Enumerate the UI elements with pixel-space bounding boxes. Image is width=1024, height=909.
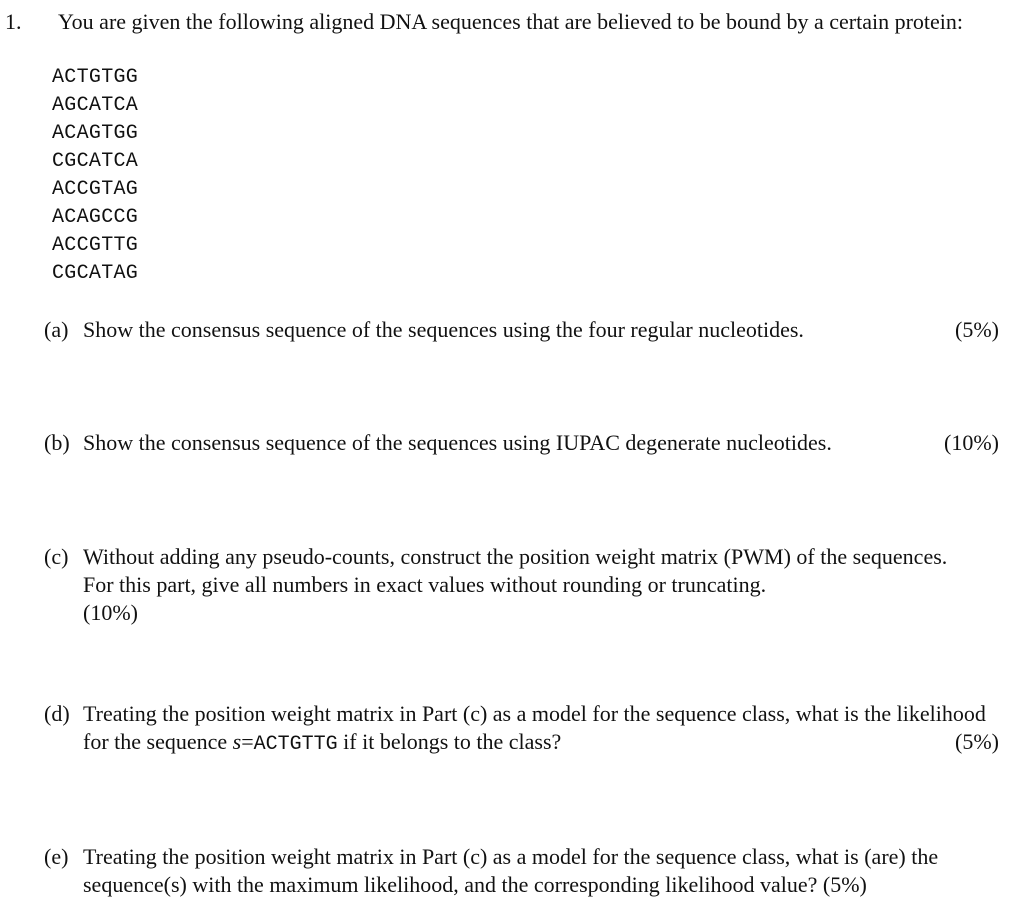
part-c-label: (c) — [44, 544, 69, 569]
part-e-text: Treating the position weight matrix in Part (c) as a model for the sequence class, what is (are) the sequence(s) with the maximum likelihood, and the corresponding likelihood value? — [83, 844, 939, 897]
part-a-text: Show the consensus sequence of the sequences using the four regular nucleotides. — [83, 317, 804, 342]
part-d-text-after: if it belongs to the class? — [337, 729, 562, 754]
part-b — [44, 429, 999, 457]
part-c — [44, 543, 999, 627]
question-number: 1. — [5, 9, 22, 34]
part-d-marks: (5%) — [955, 729, 999, 754]
part-d-text-before: Treating the position weight matrix in Part (c) as a model for the sequence class, what is the likelihood for the sequence — [83, 701, 986, 754]
part-e-marks: (5%) — [822, 872, 867, 897]
sequence-line: ACAGTGG — [52, 122, 139, 145]
part-d-sequence: ACTGTTG — [253, 733, 338, 756]
sequence-line: ACCGTTG — [52, 234, 139, 257]
question-intro: You are given the following aligned DNA sequences that are believed to be bound by a certain protein: — [58, 9, 964, 34]
sequence-list — [52, 64, 138, 288]
part-b-marks: (10%) — [944, 430, 999, 455]
part-c-marks: (10%) — [83, 600, 138, 625]
part-d-variable: s — [232, 729, 242, 754]
sequence-line: ACTGTGG — [52, 66, 139, 89]
part-d-equals: = — [241, 729, 254, 754]
sequence-line: CGCATCA — [52, 150, 139, 173]
sequence-line: CGCATAG — [52, 262, 139, 285]
part-a-label: (a) — [44, 317, 69, 342]
part-b-text: Show the consensus sequence of the sequences using IUPAC degenerate nucleotides. — [83, 430, 832, 455]
sequence-line: AGCATCA — [52, 94, 139, 117]
part-d-label: (d) — [44, 701, 70, 726]
part-e-label: (e) — [44, 844, 69, 869]
part-d — [44, 700, 999, 756]
part-c-text: Without adding any pseudo-counts, construct the position weight matrix (PWM) of the sequences. For this part, give all numbers in exact values without rounding or truncating. — [83, 544, 948, 597]
part-b-label: (b) — [44, 430, 70, 455]
part-a-marks: (5%) — [955, 317, 999, 342]
sequence-line: ACAGCCG — [52, 206, 139, 229]
sequence-line: ACCGTAG — [52, 178, 139, 201]
part-a — [44, 316, 999, 344]
part-e — [44, 843, 999, 899]
